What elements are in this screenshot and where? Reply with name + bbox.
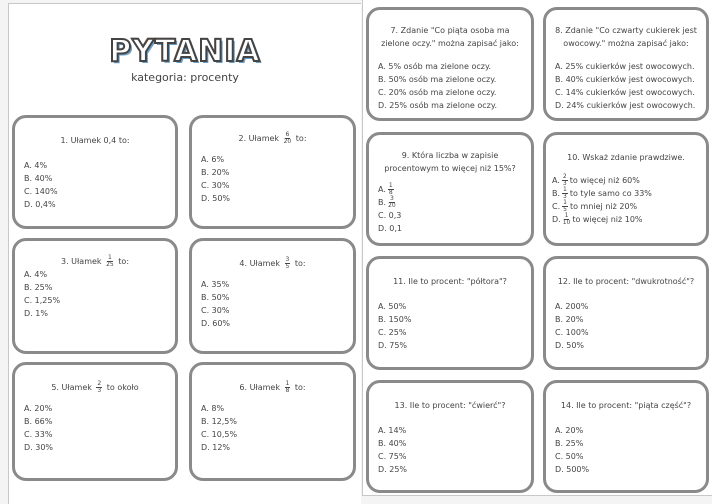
fraction-numerator: 1 (563, 186, 567, 193)
fraction-numerator: 6 (285, 131, 290, 138)
question-text: 13. Ile to procent: "ćwierć"? (394, 401, 506, 410)
option-d: D. 60% (201, 319, 231, 328)
page-subtitle: kategoria: procenty (131, 71, 239, 84)
question-text-after: to: (295, 134, 307, 143)
option-b: B. 20% (555, 315, 584, 324)
option-d: D. 1% (24, 309, 48, 318)
question-text-after: to: (294, 383, 306, 392)
option-text: to mniej niż 20% (569, 202, 638, 211)
fraction (285, 381, 291, 394)
question-card-7 (366, 7, 534, 121)
fraction-numerator: 1 (564, 212, 569, 219)
option-b: B. 50% osób ma zielone oczy. (378, 75, 497, 84)
fraction-denominator: 20 (283, 138, 292, 145)
question-card-14 (543, 380, 709, 493)
option-d: D. 30% (24, 443, 54, 452)
option-c: C. 100% (555, 328, 589, 337)
fraction-numerator: 1 (388, 182, 393, 189)
fraction-numerator: 1 (285, 380, 290, 387)
option-text: to więcej niż 60% (569, 176, 640, 185)
option-c: C. 140% (24, 187, 58, 196)
option-b: B. 25% (555, 439, 584, 448)
question-text: 11. Ile to procent: "półtora"? (393, 277, 507, 286)
question-text: 7. Zdanie "Co piąta osoba ma zielone oczy." można zapisać jako: (381, 26, 519, 48)
fraction-denominator: 5 (563, 206, 567, 213)
option-b: B. 40% (24, 174, 53, 183)
question-text-after: to: (118, 257, 130, 266)
question-text-before: 6. Ułamek (239, 383, 280, 392)
question-text (192, 257, 353, 270)
option-c: C. 20% osób ma zielone oczy. (378, 88, 497, 97)
option-label: D. (552, 215, 561, 224)
option-a: A. 4% (24, 270, 48, 279)
fraction-numerator: 3 (285, 256, 290, 263)
question-text (192, 381, 353, 394)
fraction-denominator: 25 (106, 261, 114, 268)
option-b: B. 50% (201, 293, 230, 302)
option-label: B. (552, 189, 561, 198)
fraction-numerator: 1 (563, 199, 567, 206)
question-card-11 (366, 256, 534, 370)
option-text: to więcej niż 10% (572, 215, 643, 224)
question-text: 1. Ułamek 0,4 to: (60, 136, 130, 145)
fraction-denominator: 8 (388, 189, 393, 196)
question-text-before: 2. Ułamek (238, 134, 280, 143)
option-a: A. 50% (378, 302, 407, 311)
fraction (388, 196, 396, 209)
question-card-3 (12, 238, 178, 354)
question-card-10 (543, 132, 709, 246)
option-label: A. (552, 176, 560, 185)
question-card-1 (12, 115, 178, 229)
question-card-4 (189, 238, 356, 354)
option-d: D. 0,1 (378, 224, 402, 233)
option-text: to tyle samo co 33% (569, 189, 652, 198)
question-text-after: to około (106, 383, 139, 392)
option-b (378, 196, 531, 209)
option-a (552, 174, 706, 187)
fraction-numerator: 1 (108, 254, 112, 261)
option-c: C. 30% (201, 181, 230, 190)
question-text-before: 4. Ułamek (239, 259, 280, 268)
option-a: A. 20% (555, 426, 584, 435)
option-d: D. 24% cukierków jest owocowych. (555, 101, 696, 110)
option-c: C. 10,5% (201, 430, 238, 439)
question-text: 8. Zdanie "Co czwarty cukierek jest owocowy." można zapisać jako: (555, 26, 697, 48)
option-c: C. 33% (24, 430, 53, 439)
option-a: A. 14% (378, 426, 407, 435)
fraction-numerator: 2 (562, 173, 567, 180)
question-card-12 (543, 256, 709, 370)
fraction (563, 213, 571, 226)
option-d: D. 12% (201, 443, 231, 452)
question-text (15, 255, 175, 268)
question-card-2 (189, 115, 356, 229)
question-text: 10. Wskaż zdanie prawdziwe. (567, 153, 685, 162)
fraction (106, 255, 114, 268)
question-text (15, 381, 175, 394)
header (9, 34, 361, 84)
option-b: B. 66% (24, 417, 53, 426)
option-a: A. 4% (24, 161, 48, 170)
question-text-before: 5. Ułamek (51, 383, 92, 392)
question-card-8 (543, 7, 709, 121)
fraction (96, 381, 102, 394)
question-card-5 (12, 362, 178, 481)
option-d: D. 50% (201, 194, 231, 203)
fraction-denominator: 20 (388, 202, 396, 209)
option-c (552, 200, 706, 213)
option-d: D. 25% (378, 465, 408, 474)
option-a: A. 35% (201, 280, 230, 289)
option-c: C. 14% cukierków jest owocowych. (555, 88, 695, 97)
option-b: B. 20% (201, 168, 230, 177)
question-card-6 (189, 362, 356, 481)
option-c: C. 50% (555, 452, 584, 461)
question-text-after: to: (294, 259, 306, 268)
option-a: A. 8% (201, 404, 225, 413)
option-d: D. 25% osób ma zielone oczy. (378, 101, 498, 110)
option-a: A. 6% (201, 155, 225, 164)
option-c: C. 25% (378, 328, 407, 337)
option-label: B. (378, 198, 387, 207)
question-text-before: 3. Ułamek (60, 257, 102, 266)
option-d: D. 500% (555, 465, 590, 474)
option-b: B. 40% (378, 439, 407, 448)
fraction-numerator: 3 (389, 195, 394, 202)
fraction-denominator: 5 (285, 263, 290, 270)
question-card-13 (366, 380, 534, 493)
option-b: B. 12,5% (201, 417, 237, 426)
question-text: 9. Która liczba w zapisie procentowym to więcej niż 15%? (384, 151, 516, 173)
option-a: A. 5% osób ma zielone oczy. (378, 62, 492, 71)
option-d: D. 75% (378, 341, 408, 350)
fraction-denominator: 3 (563, 193, 567, 200)
fraction-denominator: 3 (97, 387, 102, 394)
question-card-9 (366, 132, 534, 246)
option-c: C. 30% (201, 306, 230, 315)
option-b: B. 150% (378, 315, 412, 324)
question-text: 14. Ile to procent: "piąta część"? (560, 401, 692, 410)
fraction (284, 132, 292, 145)
fraction-denominator: 10 (562, 219, 571, 226)
option-a: A. 20% (24, 404, 53, 413)
option-b (552, 187, 706, 200)
option-a (378, 183, 531, 196)
option-c: C. 75% (378, 452, 407, 461)
option-d (552, 213, 706, 226)
option-label: C. (552, 202, 561, 211)
fraction-numerator: 2 (97, 380, 102, 387)
question-text: 12. Ile to procent: "dwukrotność"? (557, 277, 695, 286)
page-title: PYTANIA (109, 34, 261, 69)
fraction-denominator: 3 (562, 180, 567, 187)
option-label: A. (378, 185, 386, 194)
fraction-denominator: 8 (285, 387, 290, 394)
option-a: A. 25% cukierków jest owocowych. (555, 62, 695, 71)
option-d: D. 50% (555, 341, 585, 350)
fraction (285, 257, 291, 270)
option-a: A. 200% (555, 302, 589, 311)
option-b: B. 40% cukierków jest owocowych. (555, 75, 695, 84)
option-d: D. 0,4% (24, 200, 56, 209)
option-c: C. 1,25% (24, 296, 61, 305)
option-b: B. 25% (24, 283, 53, 292)
option-c: C. 0,3 (378, 211, 402, 220)
question-text (192, 132, 353, 145)
